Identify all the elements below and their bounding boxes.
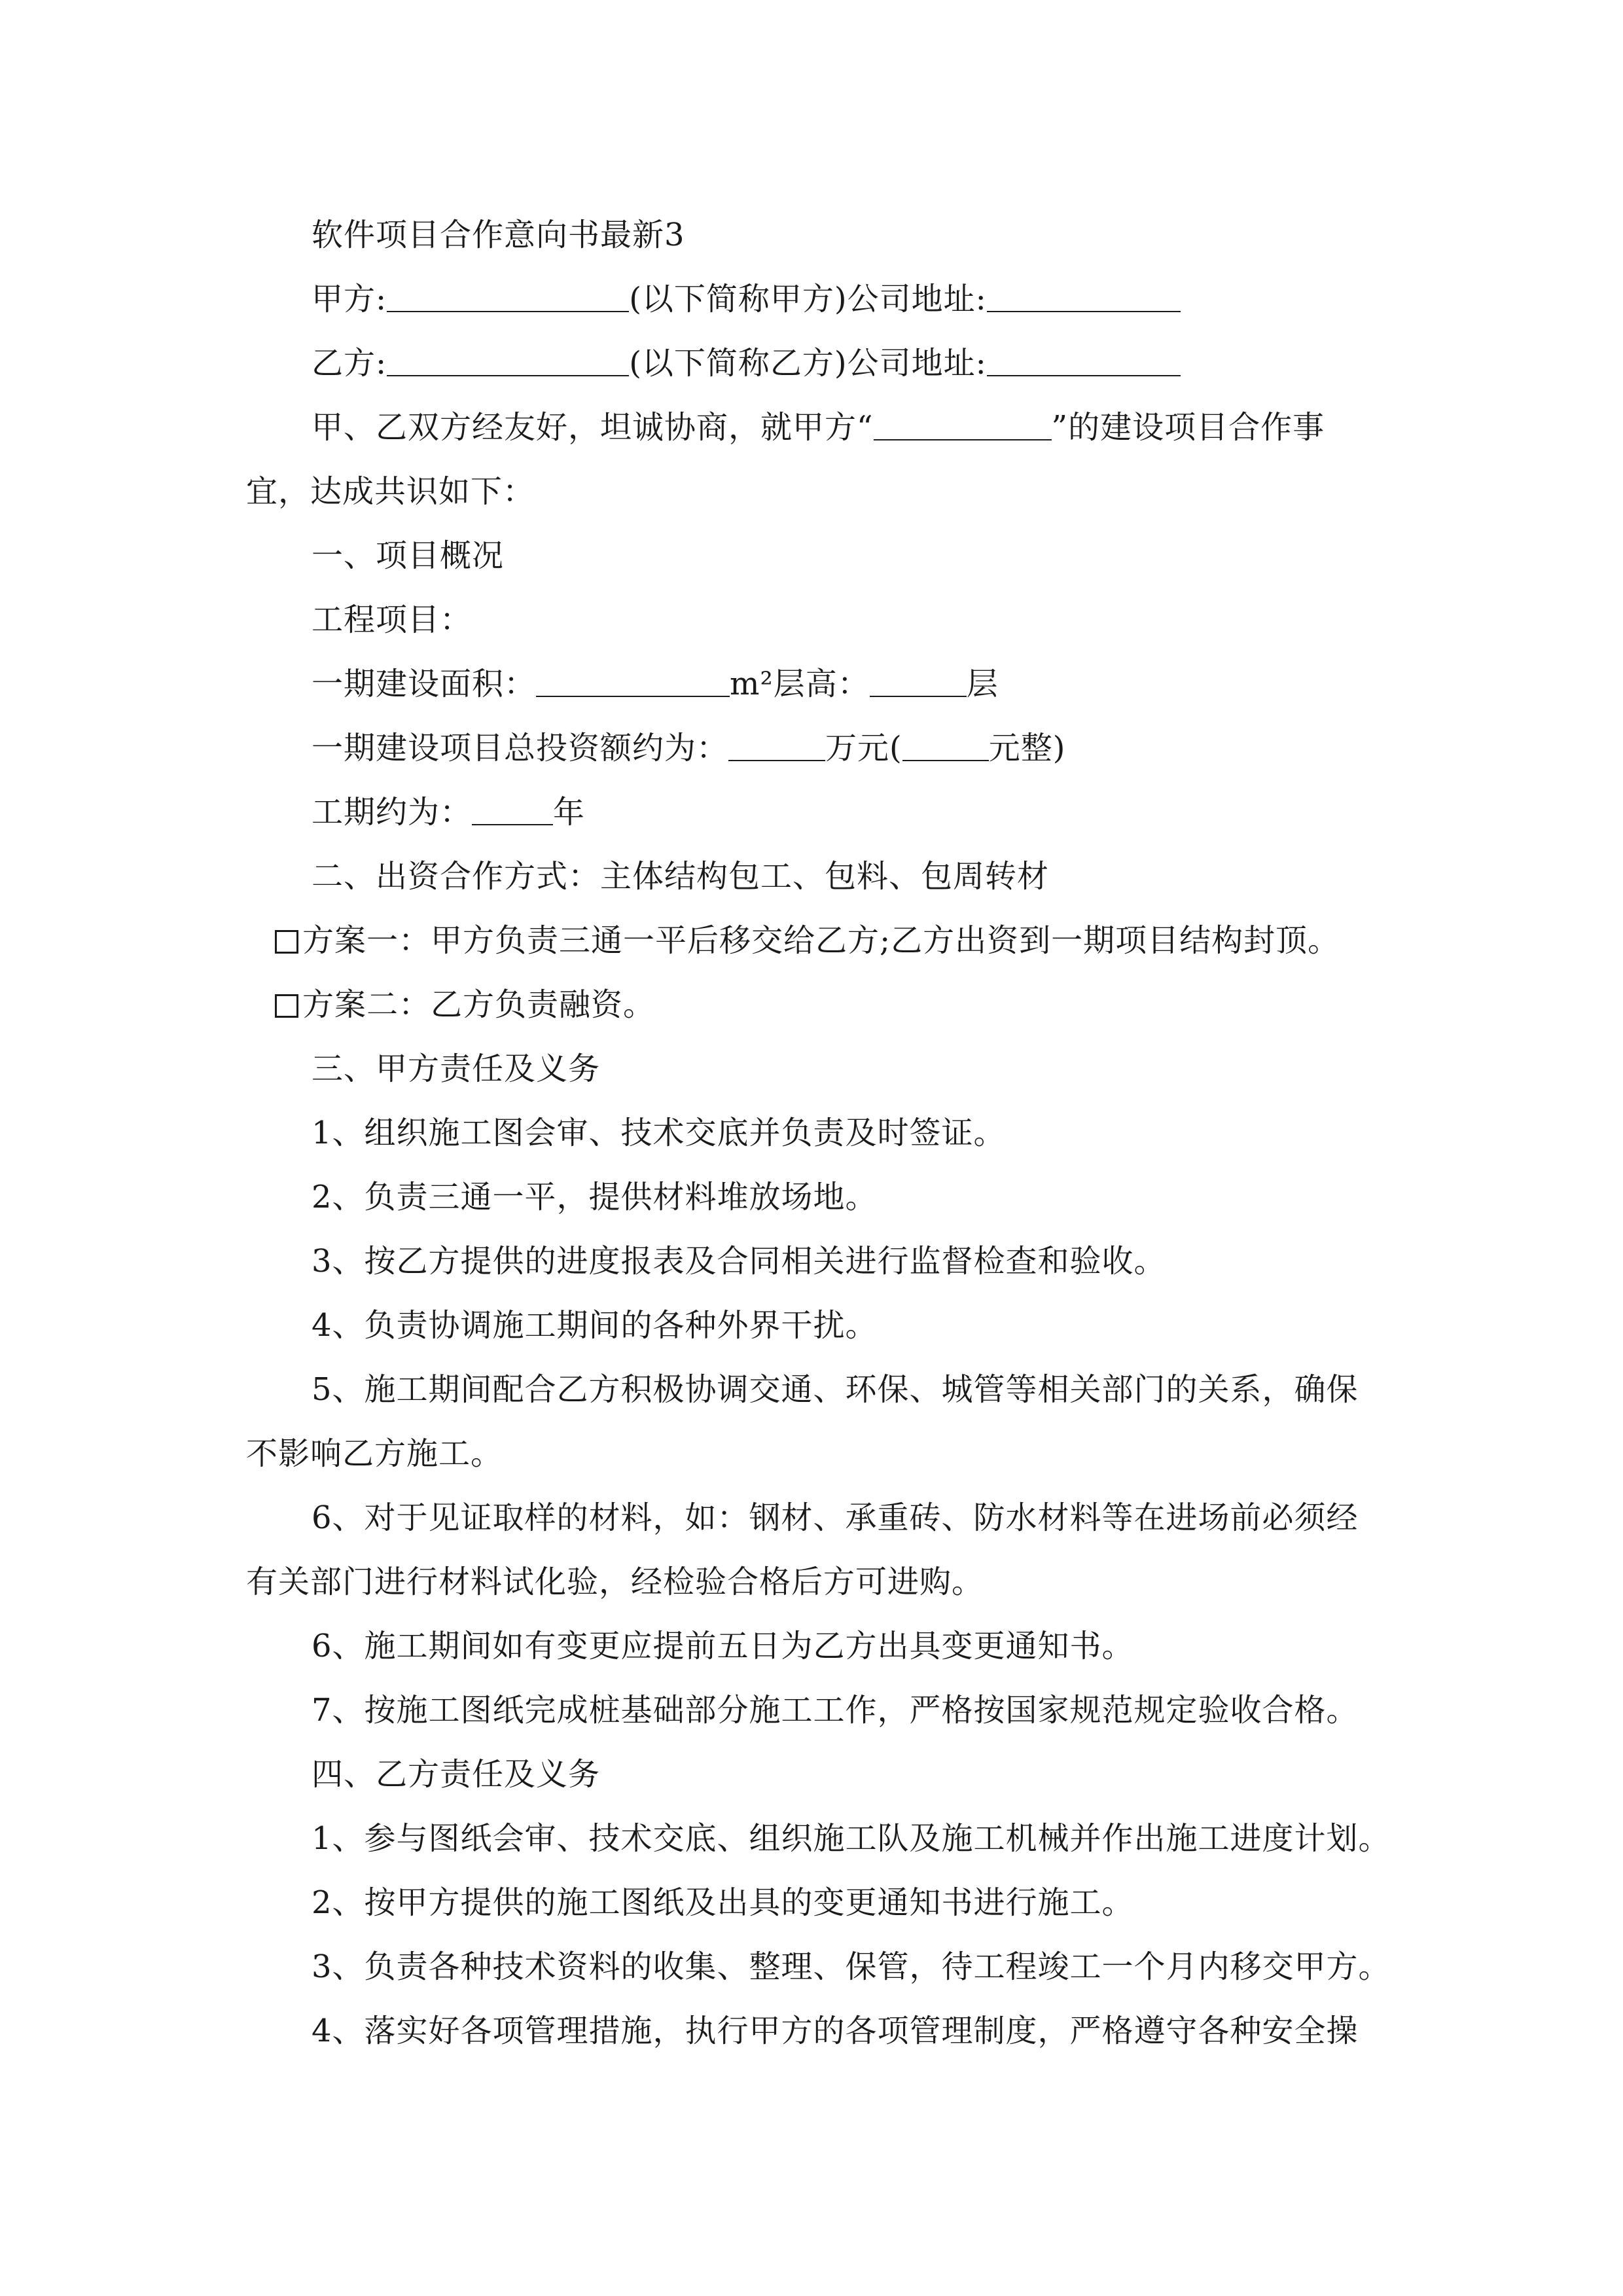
floor-blank[interactable]: [870, 670, 967, 697]
option1-checkbox[interactable]: [275, 930, 298, 954]
period-label: 工期约为：: [312, 794, 473, 831]
option1-text: 方案一：甲方负责三通一平后移交给乙方;乙方出资到一期项目结构封顶。: [302, 922, 1340, 959]
intro-line: [246, 395, 1398, 459]
period-unit: 年: [553, 794, 586, 831]
section4-item-4: 4、落实好各项管理措施，执行甲方的各项管理制度，严格遵守各种安全操: [312, 2013, 1359, 2049]
section3-item-6: 6、对于见证取样的材料，如：钢材、承重砖、防水材料等在进场前必须经: [312, 1499, 1359, 1536]
section4-item-1: 1、参与图纸会审、技术交底、组织施工队及施工机械并作出施工进度计划。: [312, 1820, 1391, 1857]
section3-item-6b: 6、施工期间如有变更应提前五日为乙方出具变更通知书。: [312, 1628, 1134, 1664]
section3-item-2: 2、负责三通一平，提供材料堆放场地。: [312, 1179, 878, 1215]
section4-item-2: 2、按甲方提供的施工图纸及出具的变更通知书进行施工。: [312, 1884, 1134, 1921]
intro-text-1: 甲、乙双方经友好，坦诚协商，就甲方“: [312, 409, 874, 446]
section3-item-3: 3、按乙方提供的进度报表及合同相关进行监督检查和验收。: [312, 1243, 1166, 1280]
option2-text: 方案二：乙方负责融资。: [302, 986, 656, 1023]
party-b-mid: (以下简称乙方)公司地址:: [629, 345, 987, 382]
party-a-name-blank[interactable]: [387, 285, 629, 312]
period-line: [246, 780, 1398, 844]
area-line: [246, 652, 1398, 716]
area-label: 一期建设面积：: [312, 666, 537, 702]
section3-item-1: 1、组织施工图会审、技术交底并负责及时签证。: [312, 1115, 1006, 1151]
section3-item-4: 4、负责协调施工期间的各种外界干扰。: [312, 1307, 878, 1344]
project-label: 工程项目：: [312, 601, 473, 638]
section3-item-7: 7、按施工图纸完成桩基础部分施工工作，严格按国家规范规定验收合格。: [312, 1692, 1359, 1729]
party-a-label: 甲方:: [312, 281, 387, 317]
option2-line: [246, 973, 1398, 1037]
document-title: 软件项目合作意向书最新3: [312, 217, 685, 253]
area-blank[interactable]: [536, 670, 730, 697]
document-body: [246, 203, 1398, 2063]
section4-item-3: 3、负责各种技术资料的收集、整理、保管，待工程竣工一个月内移交甲方。: [312, 1948, 1391, 1985]
section3-item-6-cont: 有关部门进行材料试化验，经检验合格后方可进购。: [246, 1564, 984, 1600]
investment-unit-1: 万元(: [825, 730, 902, 766]
floor-label: m²层高：: [730, 666, 870, 702]
investment-words-blank[interactable]: [902, 734, 989, 761]
party-a-address-blank[interactable]: [987, 285, 1181, 312]
party-b-line: [246, 331, 1398, 395]
section1-heading: 一、项目概况: [312, 537, 505, 574]
investment-label: 一期建设项目总投资额约为：: [312, 730, 729, 766]
intro-text-2: ”的建设项目合作事: [1051, 409, 1325, 446]
option1-line: [246, 908, 1398, 973]
party-b-name-blank[interactable]: [387, 349, 629, 376]
floor-unit: 层: [966, 666, 999, 702]
investment-unit-2: 元整): [988, 730, 1066, 766]
section4-heading: 四、乙方责任及义务: [312, 1756, 601, 1793]
period-blank[interactable]: [472, 798, 553, 825]
party-a-line: [246, 267, 1398, 331]
section3-item-5: 5、施工期间配合乙方积极协调交通、环保、城管等相关部门的关系，确保: [312, 1371, 1359, 1408]
section3-item-5-cont: 不影响乙方施工。: [246, 1435, 503, 1472]
party-a-mid: (以下简称甲方)公司地址:: [629, 281, 987, 317]
section3-heading: 三、甲方责任及义务: [312, 1050, 601, 1087]
investment-amount-blank[interactable]: [728, 734, 825, 761]
party-b-label: 乙方:: [312, 345, 387, 382]
investment-line: [246, 716, 1398, 780]
intro-continuation: 宜，达成共识如下：: [246, 473, 535, 510]
option2-checkbox[interactable]: [275, 994, 298, 1018]
section2-heading: 二、出资合作方式：主体结构包工、包料、包周转材: [312, 858, 1050, 895]
project-name-blank[interactable]: [874, 413, 1052, 440]
party-b-address-blank[interactable]: [987, 349, 1181, 376]
